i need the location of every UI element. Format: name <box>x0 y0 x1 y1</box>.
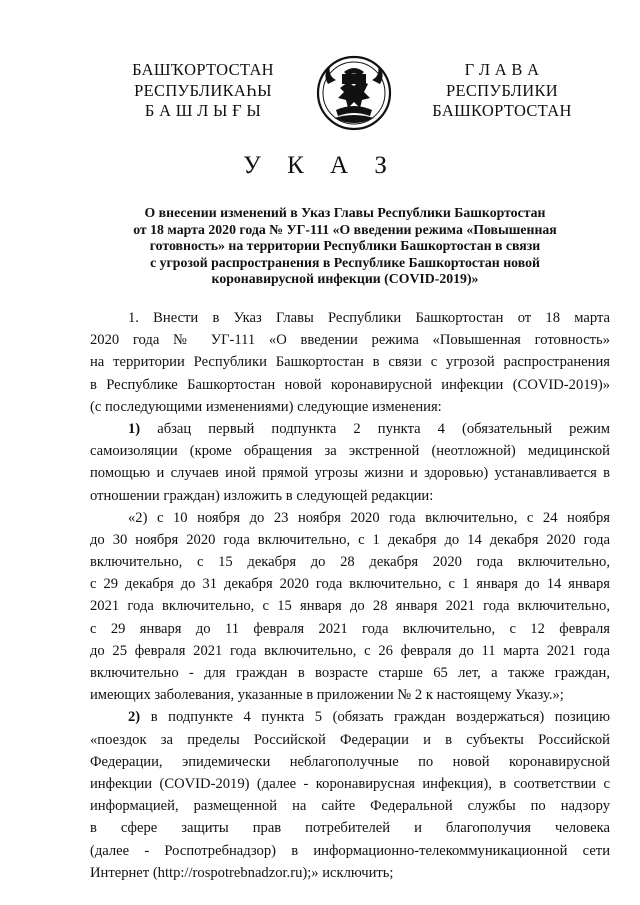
decree-subject <box>100 205 590 288</box>
quote-line: 2021 года включительно, с 15 января до 28 января 2021 года включительно, <box>90 598 610 615</box>
paragraph-1-line: 1. Внести в Указ Главы Республики Башкортостан от 18 марта <box>128 310 610 326</box>
quote-line: включительно, с 15 декабря до 28 декабря 2020 года включительно, <box>90 554 610 571</box>
item-2-line: «поездок за пределы Российской Федерации и в субъекты Российской <box>90 731 610 748</box>
item-1-line: абзац первый подпункта 2 пункта 4 (обязательный режим <box>157 420 610 437</box>
document-body <box>90 307 610 884</box>
item-1-number: 1) <box>128 420 141 437</box>
item-2-line: инфекции (COVID-2019) (далее - коронавирусная инфекция), в соответствии с <box>90 775 610 792</box>
paragraph-1-line: (с последующими изменениями) следующие изменения: <box>90 398 442 415</box>
quote-line: с 29 января до 11 февраля 2021 года включительно, с 12 февраля <box>90 620 610 637</box>
header-left-line: Б А Ш Л Ы Ғ Ы <box>144 101 262 120</box>
item-2-line: информацией, размещенной на сайте Федеральной службы по надзору <box>90 798 610 815</box>
item-2-line: Интернет (http://rospotrebnadzor.ru);» исключить; <box>90 864 394 881</box>
item-2-line: в подпункте 4 пункта 5 (обязать граждан воздержаться) позицию <box>150 709 610 726</box>
subject-line: коронавирусной инфекции (COVID-2019)» <box>211 271 479 286</box>
header-right-line: РЕСПУБЛИКИ <box>446 80 558 100</box>
bashkortostan-coat-of-arms-icon <box>314 54 394 132</box>
item-1-line: помощью и случаев иной прямой угрозы жизни и здоровью) устанавливается в <box>90 465 610 482</box>
quote-line: с 29 декабря до 31 декабря 2020 года включительно, с 1 января до 14 января <box>90 576 610 593</box>
document-title: У К А З <box>243 152 397 179</box>
paragraph-1-line: в Республике Башкортостан новой коронавирусной инфекции (COVID-2019)» <box>90 376 610 393</box>
item-2-line: в сфере защиты прав потребителей и благополучия человека <box>90 820 610 837</box>
header-left-line: РЕСПУБЛИКАҺЫ <box>134 80 272 100</box>
item-2-line: Федерации, эпидемически неблагополучные по новой коронавирусной <box>90 753 610 770</box>
item-1-line: самоизоляции (кроме обращения за экстренной (неотложной) медицинской <box>90 443 610 460</box>
quote-line: до 25 февраля 2021 года включительно, с 26 февраля до 11 марта 2021 года <box>90 642 610 659</box>
quote-line: до 30 ноября 2020 года включительно, с 1 декабря до 14 декабря 2020 года <box>90 531 610 548</box>
subject-line: с угрозой распространения в Республике Башкортостан новой <box>150 254 540 270</box>
header-right-line: БАШКОРТОСТАН <box>432 101 572 120</box>
paragraph-1-line: на территории Республики Башкортостан в связи с угрозой распространения <box>90 354 610 371</box>
header-right-line: Г Л А В А <box>464 60 540 79</box>
document-header <box>0 54 640 132</box>
quote-line: включительно - для граждан в возрасте старше 65 лет, а также граждан, <box>90 665 610 681</box>
header-bashkir-title <box>108 60 298 122</box>
subject-line: О внесении изменений в Указ Главы Республики Башкортостан <box>144 205 546 220</box>
paragraph-1-line: 2020 года № УГ-111 «О введении режима «Повышенная готовность» <box>90 332 610 349</box>
item-1-first-line <box>90 418 610 440</box>
quote-line: «2) с 10 ноября до 23 ноября 2020 года включительно, с 24 ноября <box>128 509 610 526</box>
item-1-line: отношении граждан) изложить в следующей редакции: <box>90 487 434 504</box>
item-2-number: 2) <box>128 709 141 726</box>
item-2-first-line <box>90 706 610 728</box>
header-russian-title <box>412 60 592 122</box>
item-2-line: (далее - Роспотребнадзор) в информационно-телекоммуникационной сети <box>90 842 610 859</box>
subject-line: готовность» на территории Республики Башкортостан в связи <box>149 238 541 253</box>
subject-line: от 18 марта 2020 года № УГ-111 «О введении режима «Повышенная <box>133 221 557 237</box>
header-left-line: БАШҠОРТОСТАН <box>132 60 274 79</box>
quote-line: имеющих заболевания, указанные в приложении № 2 к настоящему Указу.»; <box>90 687 564 704</box>
